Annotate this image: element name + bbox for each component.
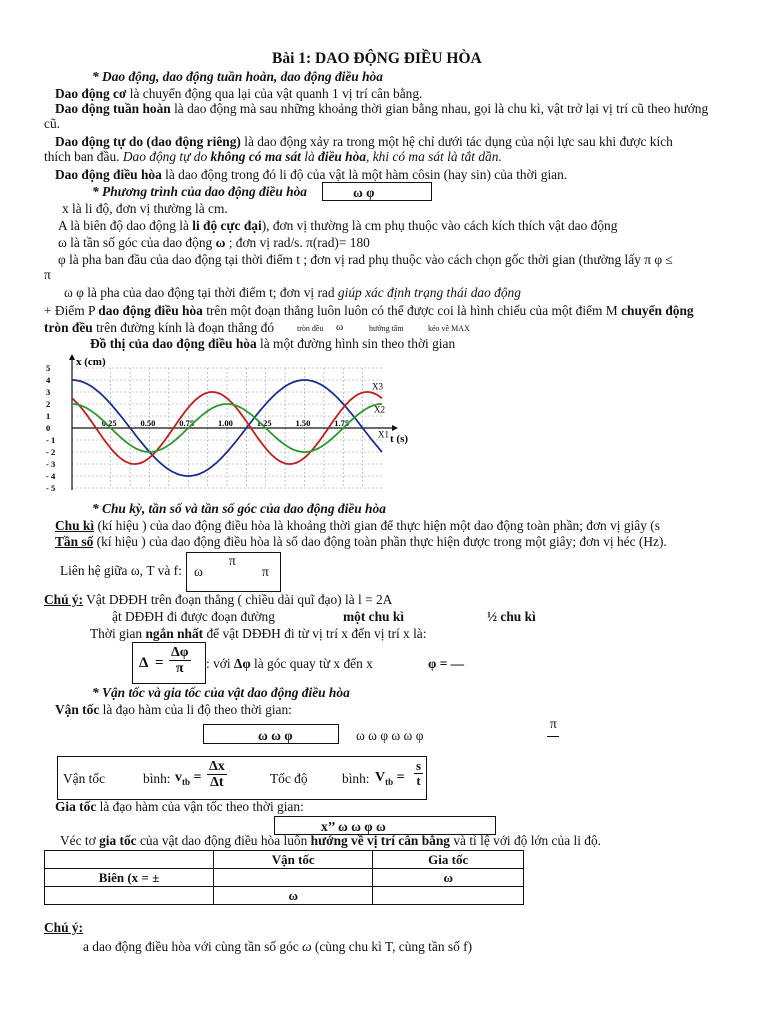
table-header-cell: Vận tốc	[214, 851, 373, 869]
acceleration-definition: Gia tốc là đạo hàm của vận tốc theo thời gian:	[55, 799, 304, 814]
note-1: Chú ý: Vật DĐĐH trên đoạn thẳng ( chiều dài quĩ đạo) là l = 2A	[44, 592, 393, 607]
section-heading-3: * Chu kỳ, tần số và tần số góc của dao động điều hòa	[92, 501, 386, 516]
speed-fraction: $\frac{s}{t}$	[416, 758, 422, 789]
x-tick-label: 0.50	[140, 418, 156, 428]
section-heading-2: * Phương trình của dao động điều hòa	[92, 184, 308, 199]
note-2: ật DĐĐH đi được đoạn đường	[112, 609, 275, 624]
def-harmonic-oscillation: Dao động điều hòa là dao động trong đó li độ của vật là một hàm côsin (hay sin) của thời gian.	[55, 167, 568, 182]
small-note-2: hướng tâm	[369, 324, 404, 333]
omega-description: ω là tần số góc của dao động ω ; đơn vị rad/s. π(rad)= 180	[58, 235, 370, 250]
curve-label: X2	[374, 404, 385, 415]
y-axis-label: x (cm)	[76, 356, 106, 368]
small-note-omega: ω	[336, 321, 344, 333]
graph-caption: Đồ thị của dao động điều hòa là một đường hình sin theo thời gian	[90, 336, 456, 351]
delta-t-fraction: $\frac{\Delta\varphi}{\pi}$	[171, 645, 189, 677]
page-title: Bài 1: DAO ĐỘNG ĐIỀU HÒA	[272, 50, 482, 67]
y-tick-label: 0	[46, 423, 51, 433]
acceleration-direction: Véc tơ gia tốc của vật dao động điều hòa luôn hướng về vị trí cân bằng và tỉ lệ với độ lớn của li độ.	[60, 833, 602, 848]
section-heading-1: * Dao động, dao động tuần hoàn, dao động điều hòa	[92, 69, 383, 84]
def-periodic-oscillation-cont: cũ.	[44, 116, 60, 131]
delta-t-phi: φ = —	[428, 656, 465, 671]
table-row	[45, 887, 524, 905]
x-axis-label: t (s)	[390, 433, 409, 445]
average-velocity-box: Vận tốc bình: $v_{tb}$ = $\frac{\Delta x}{\Delta t}$ Tốc độ bình: $V_{tb}$ = $\frac{s}{t}$	[57, 756, 427, 800]
y-tick-label: - 1	[46, 435, 56, 445]
section-heading-4: * Vận tốc và gia tốc của vật dao động điều hòa	[92, 685, 350, 700]
def-mechanical-oscillation: Dao động cơ là chuyển động qua lại của vật quanh 1 vị trí cân bằng.	[55, 86, 423, 101]
def-free-oscillation: Dao động tự do (dao động riêng) là dao động xảy ra trong một hệ chỉ dưới tác dụng của nội lực sau khi được kích	[55, 134, 673, 149]
velocity-formula-cont: ω ω φ ω ω φ	[356, 728, 424, 743]
relation-box: ω π π	[186, 552, 281, 592]
x-tick-label: 1.50	[295, 418, 311, 428]
relation-label: Liên hệ giữa ω, T và f:	[60, 563, 182, 578]
x-tick-label: 0.25	[101, 418, 117, 428]
table-header-cell	[45, 851, 214, 869]
oscillation-chart	[40, 350, 440, 498]
acceleration-box: x’’ ω ω φ ω	[274, 816, 496, 835]
y-tick-label: - 4	[46, 471, 56, 481]
table-cell	[45, 887, 214, 905]
phi-description: φ là pha ban đầu của dao động tại thời điểm t ; đơn vị rad phụ thuộc vào cách chọn gốc thời gian (thường lấy π φ ≤	[58, 252, 673, 267]
frequency-definition: Tần số (kí hiệu ) của dao động điều hòa là số dao động toàn phần thực hiện được trong một giây; đơn vị héc (Hz).	[55, 534, 667, 549]
def-periodic-oscillation: Dao động tuần hoàn là dao động mà sau những khoảng thời gian bằng nhau, gọi là chu kì, vật trở lại vị trí cũ theo hướng	[55, 101, 709, 116]
equation-box: ω φ	[322, 182, 432, 201]
y-tick-label: 2	[46, 399, 51, 409]
note-2-period: một chu kì	[343, 609, 405, 624]
x-tick-label: 0.75	[179, 418, 195, 428]
y-tick-label: - 5	[46, 483, 56, 493]
table-row	[45, 869, 524, 887]
y-axis-arrow	[69, 354, 75, 360]
note-end-text: a dao động điều hòa với cùng tần số góc ω (cùng chu kì T, cùng tần số f)	[83, 939, 473, 954]
circular-projection-line-cont: tròn đều trên đường kính là đoạn thẳng đó	[44, 320, 275, 335]
y-tick-label: 3	[46, 387, 51, 397]
phi-description-cont: π	[44, 267, 51, 282]
note-end-heading: Chú ý:	[44, 920, 84, 935]
note-3: Thời gian ngắn nhất để vật DĐĐH đi từ vị trí x đến vị trí x là:	[90, 626, 427, 641]
table-cell: Biên (x = ±	[45, 869, 214, 887]
x-axis-arrow	[392, 425, 398, 431]
def-free-oscillation-cont: thích ban đầu. Dao động tự do không có ma sát là điều hòa, khi có ma sát là tắt dần.	[44, 149, 502, 164]
amplitude-description: A là biên độ dao động là li độ cực đại), đơn vị thường là cm phụ thuộc vào cách kích thích vật dao động	[58, 218, 618, 233]
velocity-definition: Vận tốc là đạo hàm của li độ theo thời gian:	[55, 702, 292, 717]
y-tick-label: 4	[46, 375, 51, 385]
table-cell: ω	[214, 887, 373, 905]
delta-t-explanation: : với Δφ là góc quay từ x đến x	[206, 656, 373, 671]
table-header-cell: Gia tốc	[373, 851, 524, 869]
circular-projection-line: + Điểm P dao động điều hòa trên một đoạn thẳng luôn luôn có thể được coi là hình chiếu của một điểm M chuyển động	[44, 303, 694, 318]
velocity-pi: π	[550, 716, 557, 731]
y-tick-label: 1	[46, 411, 51, 421]
x-tick-label: 1.00	[218, 418, 233, 428]
delta-t-box: Δ = $\frac{\Delta\varphi}{\pi}$	[132, 642, 206, 684]
y-tick-label: - 3	[46, 459, 56, 469]
velocity-pi-bar	[547, 736, 559, 737]
summary-table	[44, 850, 524, 905]
phase-description: ω φ là pha của dao động tại thời điểm t; đơn vị rad giúp xác định trạng thái dao động	[64, 285, 521, 300]
table-row	[45, 851, 524, 869]
table-cell	[373, 887, 524, 905]
small-note-1: tròn đều	[297, 324, 324, 333]
table-cell: ω	[373, 869, 524, 887]
y-tick-label: - 2	[46, 447, 56, 457]
curve-label: X1	[378, 429, 389, 440]
period-definition: Chu kì (kí hiệu ) của dao động điều hòa là khoảng thời gian để thực hiện một dao động toàn phần; đơn vị giây (s	[55, 518, 660, 533]
vtb-fraction: $\frac{\Delta x}{\Delta t}$	[209, 759, 225, 791]
x-tick-label: 1.75	[334, 418, 350, 428]
y-tick-label: 5	[46, 363, 51, 373]
curve-label: X3	[372, 381, 383, 392]
note-2-half-period: ½ chu kì	[487, 609, 536, 624]
small-note-3: kéo về MAX	[428, 324, 470, 333]
x-description: x là li độ, đơn vị thường là cm.	[62, 201, 228, 216]
table-cell	[214, 869, 373, 887]
velocity-box: ω ω φ	[203, 724, 339, 744]
x-tick-label: 1.25	[256, 418, 272, 428]
